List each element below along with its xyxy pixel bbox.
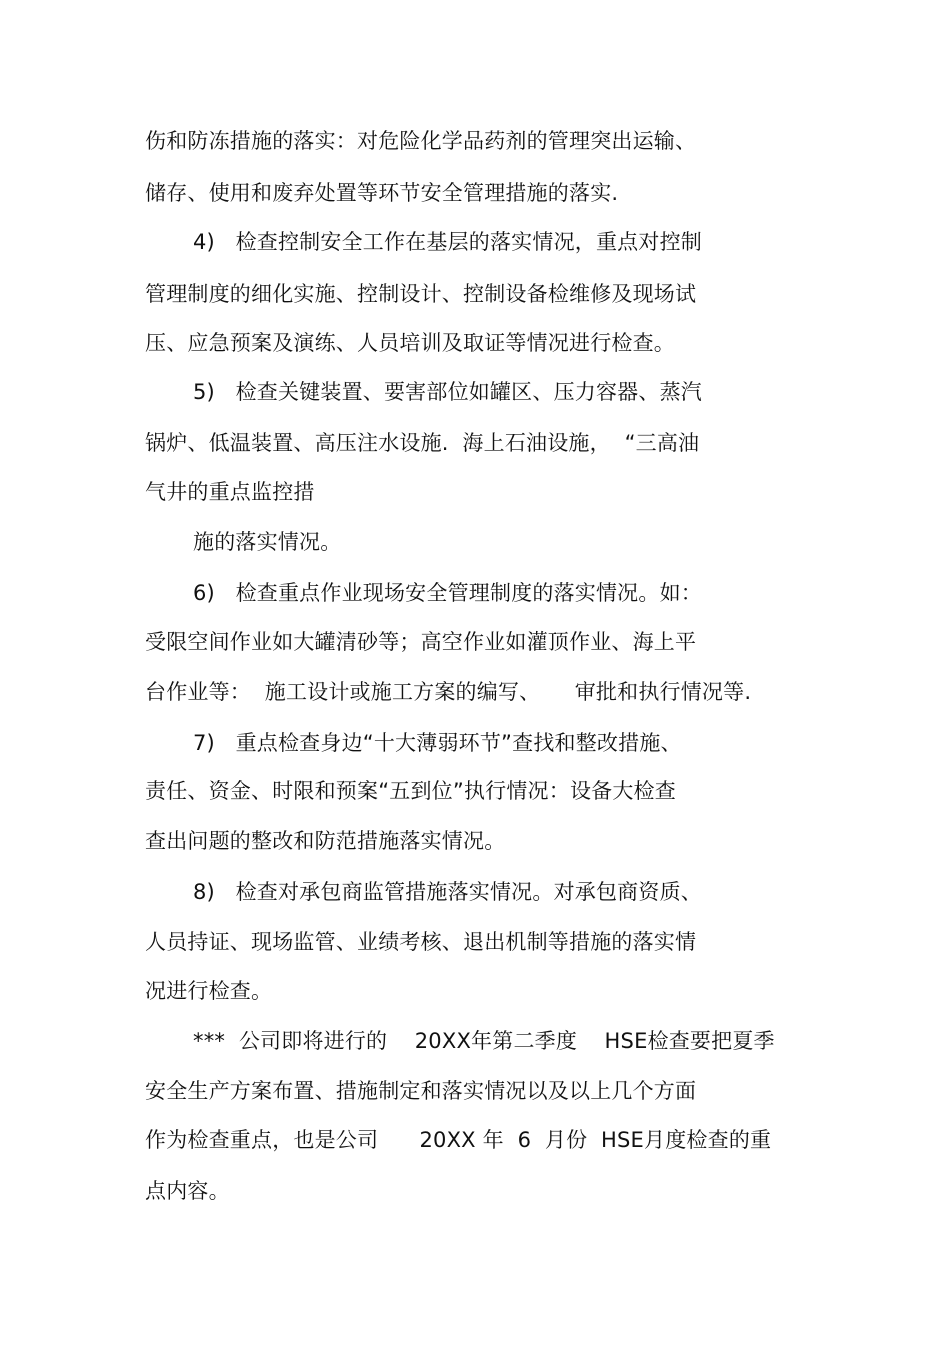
text-line: 储存、使用和废弃处置等环节安全管理措施的落实. [145, 181, 619, 205]
text-line: *** 公司即将进行的 20XX年第二季度 HSE检查要把夏季 [193, 1029, 775, 1053]
text-line: 安全生产方案布置、措施制定和落实情况以及以上几个方面 [145, 1079, 697, 1103]
text-line: 压、应急预案及演练、人员培训及取证等情况进行检查。 [145, 331, 675, 355]
text-line: 台作业等： 施工设计或施工方案的编写、 审批和执行情况等. [145, 680, 752, 704]
text-line: 7) 重点检查身边“十大薄弱环节”查找和整改措施、 [193, 731, 682, 755]
text-line: 8) 检查对承包商监管措施落实情况。对承包商资质、 [193, 880, 702, 904]
text-line: 人员持证、现场监管、业绩考核、退出机制等措施的落实情 [145, 930, 697, 954]
text-line: 4) 检查控制安全工作在基层的落实情况，重点对控制 [193, 230, 702, 254]
text-line: 管理制度的细化实施、控制设计、控制设备检维修及现场试 [145, 282, 697, 306]
text-line: 受限空间作业如大罐清砂等；高空作业如灌顶作业、海上平 [145, 630, 697, 654]
text-line: 施的落实情况。 [193, 530, 342, 554]
text-line: 6) 检查重点作业现场安全管理制度的落实情况。如： [193, 581, 702, 605]
text-line: 点内容。 [145, 1179, 230, 1203]
text-line: 伤和防冻措施的落实：对危险化学品药剂的管理突出运输、 [145, 129, 697, 153]
text-line: 锅炉、低温装置、高压注水设施. 海上石油设施， “三高油 [145, 431, 700, 455]
text-line: 况进行检查。 [145, 979, 273, 1003]
text-line: 作为检查重点，也是公司 20XX 年 6 月份 HSE月度检查的重 [145, 1128, 772, 1152]
text-line: 5) 检查关键装置、要害部位如罐区、压力容器、蒸汽 [193, 380, 702, 404]
text-line: 查出问题的整改和防范措施落实情况。 [145, 829, 506, 853]
text-line: 气井的重点监控措 [145, 480, 315, 504]
text-line: 责任、资金、时限和预案“五到位”执行情况：设备大检查 [145, 779, 676, 803]
